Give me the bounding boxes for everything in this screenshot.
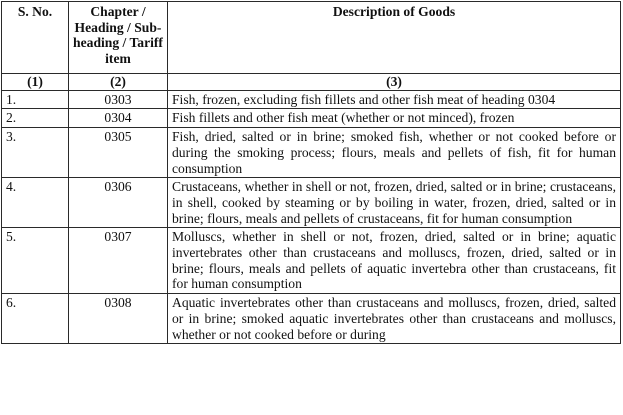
- table-row: [2, 90, 621, 109]
- column-number-row: [2, 74, 621, 91]
- row-code: 0307: [69, 228, 168, 294]
- row-sno: 1.: [2, 90, 69, 109]
- table-row: [2, 128, 621, 178]
- table-row: [2, 294, 621, 344]
- header-sno: S. No.: [2, 2, 69, 74]
- row-sno: 6.: [2, 294, 69, 344]
- row-sno: 3.: [2, 128, 69, 178]
- row-description: Molluscs, whether in shell or not, frozen, dried, salted or in brine; aquatic invertebrates other than crustaceans and molluscs, frozen, dried, salted or in brine; flours, meals and pellets of aquatic invertebra other than crustaceans, fit for human consumption: [168, 228, 621, 294]
- row-code: 0304: [69, 109, 168, 128]
- row-code: 0305: [69, 128, 168, 178]
- table-row: [2, 228, 621, 294]
- table-header-row: [2, 2, 621, 74]
- row-description: Crustaceans, whether in shell or not, frozen, dried, salted or in brine; crustaceans, in shell, cooked by steaming or by boiling in water, frozen, dried, salted or in brine; flours, meals and pellets of crustaceans, fit for human consumption: [168, 178, 621, 228]
- row-description: Fish, frozen, excluding fish fillets and other fish meat of heading 0304: [168, 90, 621, 109]
- row-sno: 4.: [2, 178, 69, 228]
- row-code: 0308: [69, 294, 168, 344]
- row-description: Aquatic invertebrates other than crustaceans and molluscs, frozen, dried, salted or in brine; smoked aquatic invertebrates other than crustaceans and molluscs, whether or not cooked before or during: [168, 294, 621, 344]
- column-number-2: (2): [69, 74, 168, 91]
- row-code: 0306: [69, 178, 168, 228]
- table-row: [2, 178, 621, 228]
- row-description: Fish, dried, salted or in brine; smoked fish, whether or not cooked before or during the smoking process; flours, meals and pellets of fish, fit for human consumption: [168, 128, 621, 178]
- table-row: [2, 109, 621, 128]
- goods-table: [1, 1, 621, 344]
- row-sno: 2.: [2, 109, 69, 128]
- row-description: Fish fillets and other fish meat (whether or not minced), frozen: [168, 109, 621, 128]
- row-sno: 5.: [2, 228, 69, 294]
- header-description: Description of Goods: [168, 2, 621, 74]
- header-chapter: Chapter / Heading / Sub-heading / Tariff item: [69, 2, 168, 74]
- column-number-3: (3): [168, 74, 621, 91]
- column-number-1: (1): [2, 74, 69, 91]
- row-code: 0303: [69, 90, 168, 109]
